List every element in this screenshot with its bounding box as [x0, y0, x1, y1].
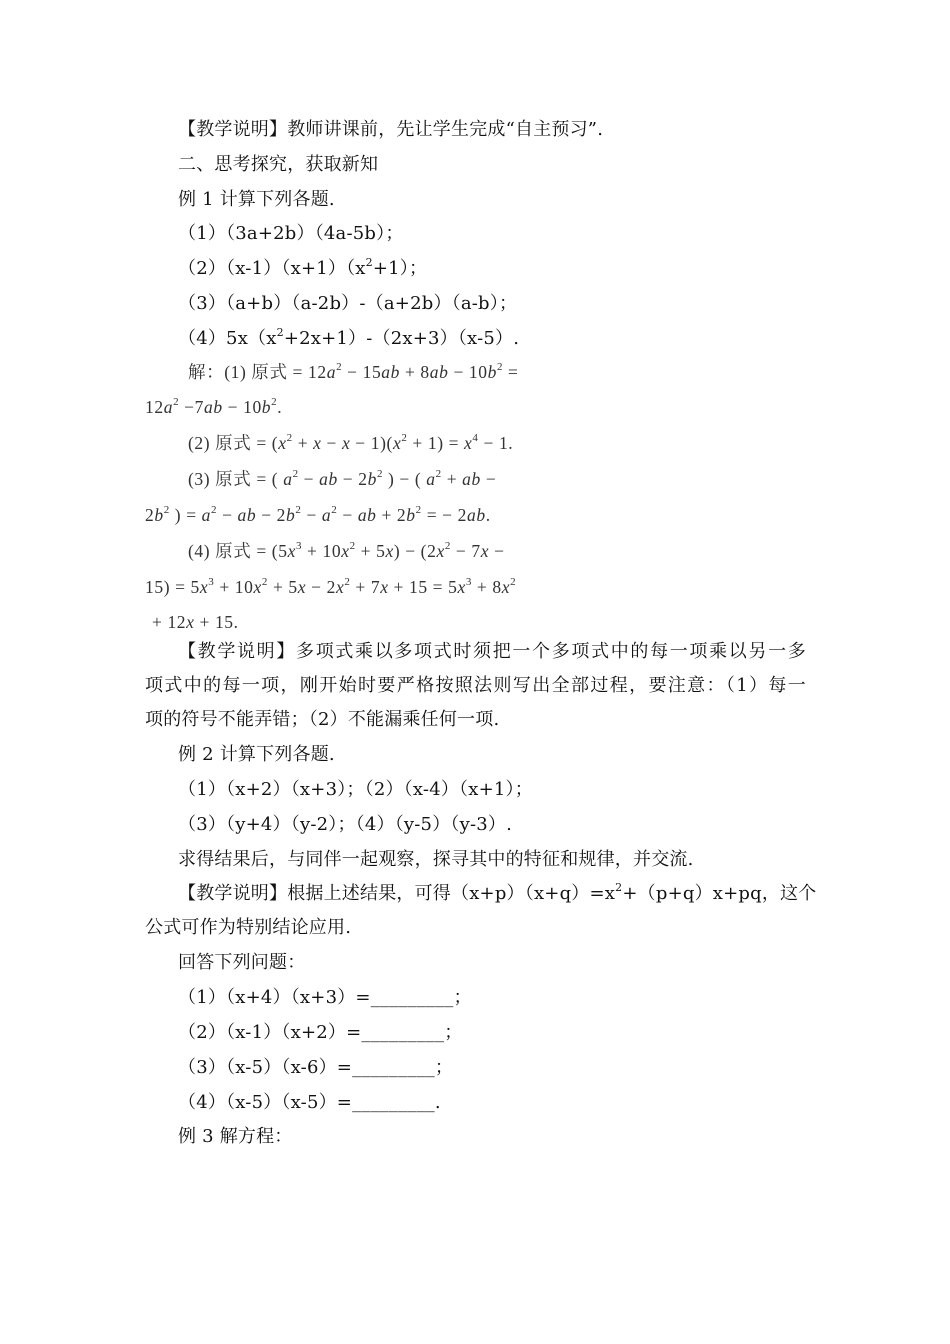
text-line: （3）（a+b）（a-2b）-（a+2b）（a-b）；: [178, 293, 518, 314]
text-line: （3）（x-5）（x-6）=_________；: [178, 1057, 454, 1078]
text-line: （1）（3a+2b）（4a-5b）；: [178, 223, 404, 244]
text-line: 例 1 计算下列各题.: [178, 189, 335, 210]
text-line: 项的符号不能弄错；（2）不能漏乘任何一项.: [145, 709, 500, 730]
math-line: $15) = 5x^3 + 10x^2 + 5x - 2x^2 + 7x + 15 = 5x^3 + 8x^2$: [145, 576, 517, 597]
text-line: （3）（y+4）（y-2）；（4）（y-5）（y-3）.: [178, 814, 513, 835]
text-line: （2）（x-1）（x+2）=_________；: [178, 1022, 463, 1043]
math-line: $2b^2$ ) = $a^2$ − ab − $2b^2 - a^2$ − ab + $2b^2$ = − 2ab.: [145, 504, 491, 525]
text-line: 例 2 计算下列各题.: [178, 744, 335, 765]
text-line: 【教学说明】教师讲课前，先让学生完成“自主预习”.: [178, 119, 604, 140]
text-line: （1）（x+4）（x+3）=_________；: [178, 987, 472, 1008]
math-line: $12a^2 -7ab - 10b^2$.: [145, 396, 283, 417]
math-line: + 12x + 15.: [152, 612, 239, 632]
math-line: (2) 原式 = $(x^2 + x - x - 1)(x^2 + 1) = x^4 - 1$.: [188, 432, 514, 453]
text-line: 例 3 解方程：: [178, 1126, 293, 1147]
text-line: 公式可作为特别结论应用.: [145, 917, 352, 938]
text-line: 二、思考探究，获取新知: [178, 154, 379, 175]
math-line: 解：(1) 原式 = $12a^2 - 15ab + 8ab - 10b^2$ =: [188, 361, 519, 382]
text-line: 【教学说明】多项式乘以多项式时须把一个多项式中的每一项乘以另一多: [178, 641, 806, 662]
text-line: 项式中的每一项，刚开始时要严格按照法则写出全部过程，要注意：（1）每一: [145, 675, 806, 696]
text-line: 回答下列问题：: [178, 952, 306, 973]
text-line: （1）（x+2）（x+3）；（2）（x-4）（x+1）；: [178, 779, 533, 800]
text-line: 【教学说明】根据上述结果，可得$(x+p)(x+q)=x^2+(p+q)x+pq$，这个: [178, 881, 817, 904]
text-line: $(4)5x(x^2+2x+1)-(2x+3)(x-5)$.: [178, 326, 520, 349]
text-line: （4）（x-5）（x-5）=_________.: [178, 1092, 441, 1113]
text-line: 求得结果后，与同伴一起观察，探寻其中的特征和规律，并交流.: [178, 849, 694, 870]
math-line: (3) 原式 = ( $a^2$ − ab − $2b^2$ ) − ( $a^2$ + ab −: [188, 468, 497, 489]
math-line: (4) 原式 = $(5x^3 + 10x^2 + 5x) - (2x^2 - 7x$ −: [188, 540, 505, 561]
text-line: $(2)(x-1)(x+1)(x^2+1)$；: [178, 256, 428, 279]
